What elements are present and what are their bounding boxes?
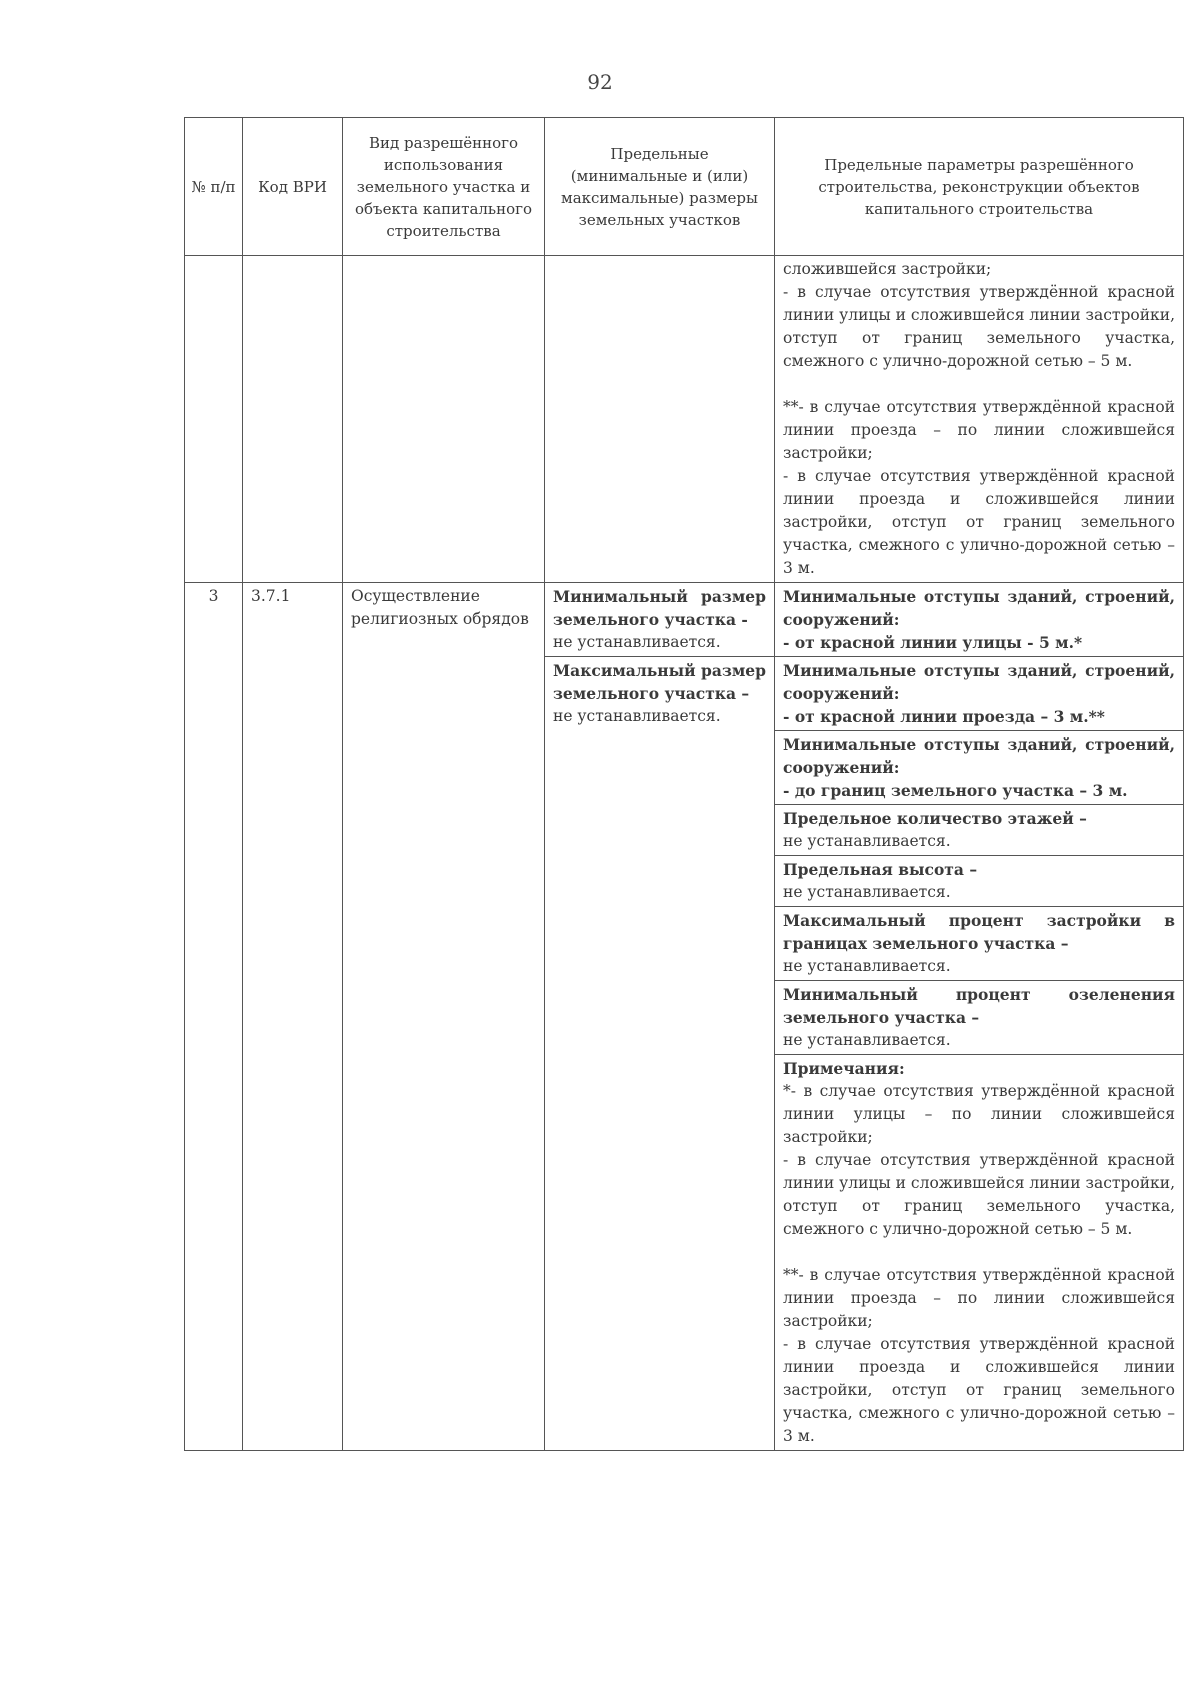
min-plot-value: не устанавливается.	[553, 633, 721, 651]
header-num: № п/п	[185, 118, 243, 256]
header-code: Код ВРИ	[243, 118, 343, 256]
header-plot-size: Предельные (минимальные и (или) максимальные) размеры земельных участков	[545, 118, 775, 256]
param-cell	[775, 657, 1184, 731]
continuation-paragraph: **- в случае отсутствия утверждённой красной линии проезда – по линии сложившейся застройки;	[783, 398, 1175, 462]
param-value: - от красной линии улицы - 5 м.*	[783, 633, 1083, 652]
continuation-paragraph: - в случае отсутствия утверждённой красной линии улицы и сложившейся линии застройки, отступ от границ земельного участка, смежного с улично-дорожной сетью – 5 м.	[783, 283, 1175, 370]
param-value: - от красной линии проезда – 3 м.**	[783, 707, 1105, 726]
param-title: Минимальный процент озеленения земельного участка –	[783, 985, 1175, 1027]
param-title: Максимальный процент застройки в границах земельного участка –	[783, 911, 1175, 953]
continuation-line: сложившейся застройки;	[783, 260, 992, 278]
param-title: Предельная высота –	[783, 860, 978, 879]
table-header-row	[185, 118, 1184, 256]
max-plot-cell	[545, 657, 775, 1451]
param-value: не устанавливается.	[783, 883, 951, 901]
notes-title: Примечания:	[783, 1059, 905, 1078]
note-paragraph: *- в случае отсутствия утверждённой красной линии улицы – по линии сложившейся застройки;	[783, 1082, 1175, 1146]
param-value: - до границ земельного участка – 3 м.	[783, 781, 1128, 800]
min-plot-cell	[545, 583, 775, 657]
param-title: Предельное количество этажей –	[783, 809, 1087, 828]
param-cell	[775, 805, 1184, 856]
regulations-table	[184, 117, 1184, 1451]
note-paragraph: **- в случае отсутствия утверждённой красной линии проезда – по линии сложившейся застройки;	[783, 1266, 1175, 1330]
param-title: Минимальные отступы зданий, строений, сооружений:	[783, 587, 1175, 629]
header-use-type: Вид разрешённого использования земельного участка и объекта капитального строительства	[343, 118, 545, 256]
table-row	[185, 583, 1184, 657]
param-value: не устанавливается.	[783, 832, 951, 850]
param-cell	[775, 583, 1184, 657]
param-cell	[775, 907, 1184, 981]
param-value: не устанавливается.	[783, 1031, 951, 1049]
header-params: Предельные параметры разрешённого строительства, реконструкции объектов капитального строительства	[775, 118, 1184, 256]
min-plot-title: Минимальный размер земельного участка -	[553, 587, 766, 629]
row-code: 3.7.1	[243, 583, 343, 1451]
note-paragraph: - в случае отсутствия утверждённой красной линии улицы и сложившейся линии застройки, отступ от границ земельного участка, смежного с улично-дорожной сетью – 5 м.	[783, 1151, 1175, 1238]
row-use-type: Осуществление религиозных обрядов	[343, 583, 545, 1451]
max-plot-title: Максимальный размер земельного участка –	[553, 661, 766, 703]
table-row	[185, 256, 1184, 583]
continuation-cell	[775, 256, 1184, 583]
note-paragraph: - в случае отсутствия утверждённой красной линии проезда и сложившейся линии застройки, отступ от границ земельного участка, смежного с улично-дорожной сетью – 3 м.	[783, 1335, 1175, 1445]
param-cell	[775, 856, 1184, 907]
param-title: Минимальные отступы зданий, строений, сооружений:	[783, 661, 1175, 703]
param-cell	[775, 731, 1184, 805]
param-cell	[775, 981, 1184, 1055]
page-number: 92	[587, 70, 613, 94]
param-title: Минимальные отступы зданий, строений, сооружений:	[783, 735, 1175, 777]
max-plot-value: не устанавливается.	[553, 707, 721, 725]
continuation-paragraph: - в случае отсутствия утверждённой красной линии проезда и сложившейся линии застройки, отступ от границ земельного участка, смежного с улично-дорожной сетью – 3 м.	[783, 467, 1175, 577]
param-value: не устанавливается.	[783, 957, 951, 975]
notes-cell	[775, 1055, 1184, 1451]
row-num: 3	[185, 583, 243, 1451]
